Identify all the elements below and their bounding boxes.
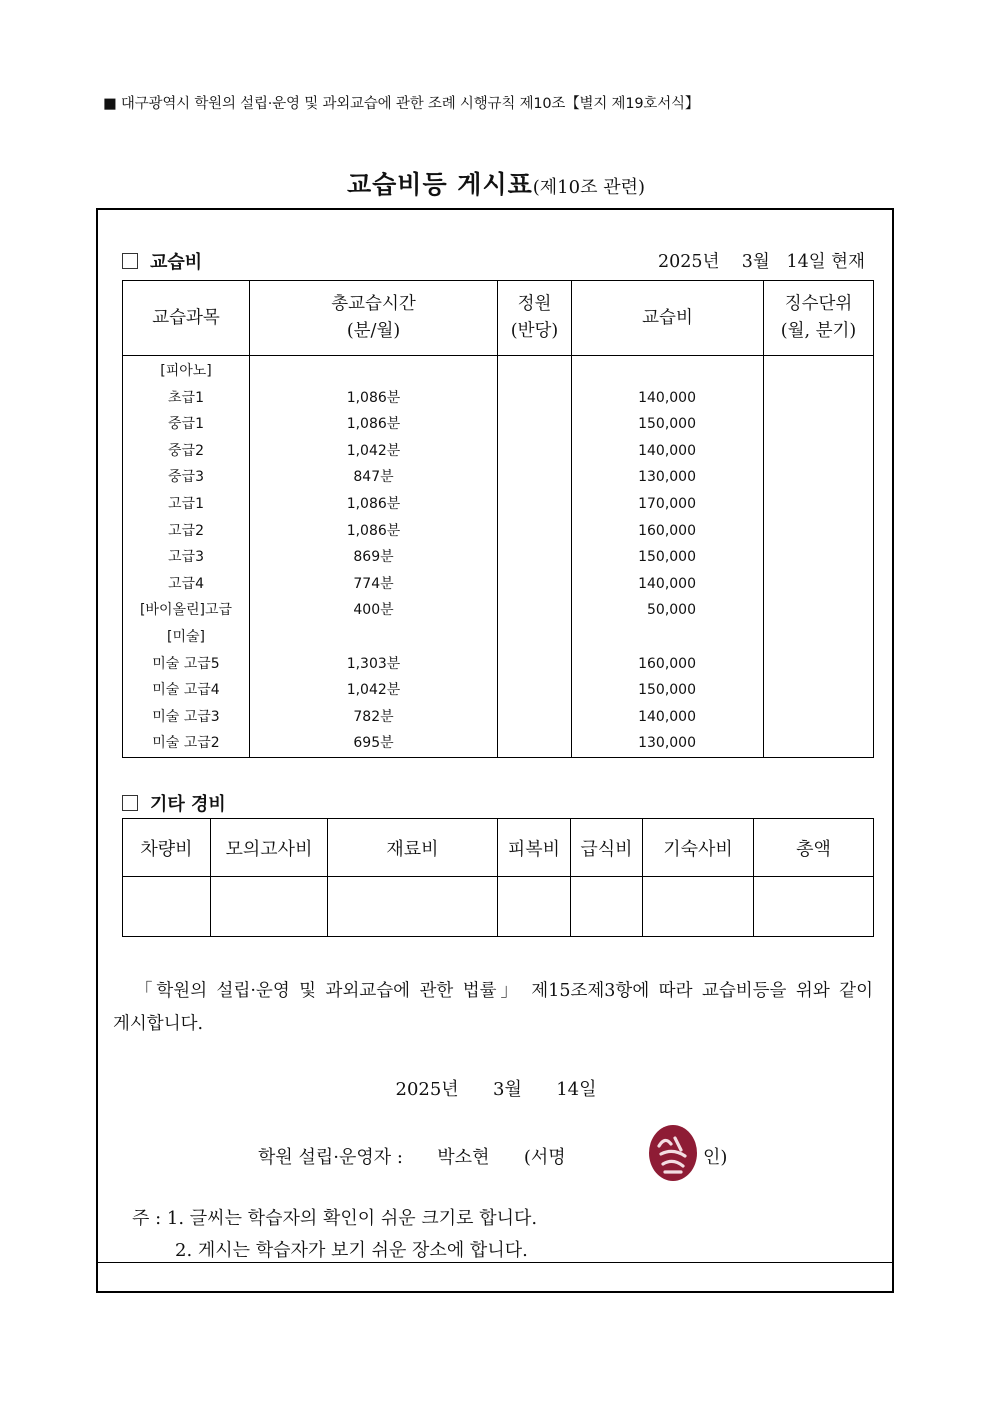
header-collection-unit: 징수단위 (월, 분기) — [764, 281, 874, 356]
header-subject: 교습과목 — [123, 281, 250, 356]
tuition-cell-time — [250, 624, 497, 651]
tuition-cell-subject: 초급1 — [168, 389, 204, 406]
subject-column — [123, 356, 250, 758]
tuition-cell-time: 774분 — [353, 575, 394, 592]
operator-label: 학원 설립·운영자 : — [258, 1147, 403, 1168]
tuition-cell-unit — [764, 358, 873, 385]
tuition-cell-subject: 고급1 — [168, 495, 204, 512]
operator-name: 박소현 — [437, 1147, 490, 1168]
note-item-1: 1. 글씨는 학습자의 확인이 쉬운 크기로 합니다. — [166, 1208, 538, 1229]
tuition-cell-capacity — [498, 571, 571, 598]
tuition-cell-subject: 미술 고급2 — [152, 735, 220, 752]
tuition-cell-capacity — [498, 385, 571, 412]
unit-column — [764, 356, 874, 758]
value-materials — [328, 877, 498, 937]
tuition-cell-subject: 고급4 — [168, 575, 204, 592]
tuition-cell-fee: 150,000 — [638, 549, 696, 566]
tuition-cell-unit — [764, 544, 873, 571]
tuition-cell-subject: [피아노] — [160, 363, 212, 379]
tuition-cell-capacity — [498, 704, 571, 731]
tuition-cell-subject: 미술 고급4 — [152, 682, 220, 699]
tuition-cell-subject: 중급1 — [168, 416, 204, 433]
signature-date: 2025년 3월 14일 — [395, 1079, 597, 1100]
tuition-cell-time: 869분 — [353, 549, 394, 566]
header-dormitory: 기숙사비 — [643, 819, 754, 877]
tuition-cell-time: 1,303분 — [346, 655, 401, 672]
value-uniform — [498, 877, 571, 937]
tuition-cell-unit — [764, 651, 873, 678]
sign-open: (서명 — [523, 1147, 566, 1168]
tuition-cell-unit — [764, 518, 873, 545]
tuition-cell-time — [250, 358, 497, 385]
other-expenses-table — [122, 818, 874, 937]
signature-line — [258, 1143, 566, 1169]
other-expenses-heading — [122, 790, 226, 816]
tuition-cell-fee: 140,000 — [638, 389, 696, 406]
tuition-cell-capacity — [498, 464, 571, 491]
title-sub: (제10조 관련) — [532, 177, 645, 198]
tuition-cell-time: 400분 — [353, 602, 394, 619]
expenses-header-row — [123, 819, 874, 877]
value-meals — [571, 877, 643, 937]
tuition-cell-fee: 160,000 — [638, 655, 696, 672]
tuition-heading-text: 교습비 — [150, 252, 203, 273]
tuition-cell-capacity — [498, 624, 571, 651]
header-meals: 급식비 — [571, 819, 643, 877]
tuition-cell-capacity — [498, 438, 571, 465]
tuition-header-row — [123, 281, 874, 356]
tuition-cell-time: 1,042분 — [346, 682, 401, 699]
tuition-cell-unit — [764, 624, 873, 651]
other-expenses-heading-text: 기타 경비 — [150, 794, 226, 815]
tuition-cell-fee: 130,000 — [638, 469, 696, 486]
page-title — [0, 165, 992, 201]
tuition-cell-unit — [764, 491, 873, 518]
statement-paragraph — [113, 975, 873, 1041]
tuition-cell-capacity — [498, 491, 571, 518]
tuition-cell-fee: 160,000 — [638, 522, 696, 539]
tuition-cell-unit — [764, 704, 873, 731]
tuition-cell-time: 1,042분 — [346, 442, 401, 459]
sign-close: 인) — [703, 1147, 728, 1168]
header-uniform: 피복비 — [498, 819, 571, 877]
header-materials: 재료비 — [328, 819, 498, 877]
tuition-cell-fee: 140,000 — [638, 442, 696, 459]
tuition-cell-time: 695분 — [353, 735, 394, 752]
value-mock-exam — [211, 877, 328, 937]
tuition-cell-subject: 미술 고급3 — [152, 708, 220, 725]
tuition-cell-time: 1,086분 — [346, 495, 401, 512]
tuition-cell-capacity — [498, 518, 571, 545]
tuition-cell-time: 782분 — [353, 708, 394, 725]
tuition-cell-fee: 140,000 — [638, 708, 696, 725]
tuition-section-heading — [122, 248, 202, 274]
tuition-cell-unit — [764, 438, 873, 465]
tuition-cell-subject: 미술 고급5 — [152, 655, 220, 672]
tuition-cell-capacity — [498, 597, 571, 624]
tuition-cell-time: 847분 — [353, 469, 394, 486]
header-total-time: 총교습시간 (분/월) — [250, 281, 498, 356]
note-prefix: 주 : — [132, 1208, 167, 1229]
tuition-cell-unit — [764, 597, 873, 624]
tuition-cell-fee: 170,000 — [638, 495, 696, 512]
expenses-value-row — [123, 877, 874, 937]
header-vehicle: 차량비 — [123, 819, 211, 877]
fee-column — [572, 356, 764, 758]
tuition-cell-subject: [미술] — [167, 628, 205, 645]
tuition-cell-subject: 중급3 — [168, 469, 204, 486]
value-vehicle — [123, 877, 211, 937]
header-fee: 교습비 — [572, 281, 764, 356]
tuition-cell-subject: 고급3 — [168, 549, 204, 566]
tuition-cell-capacity — [498, 730, 571, 757]
value-total — [754, 877, 874, 937]
as-of-date: 2025년 3월 14일 현재 — [658, 252, 865, 272]
note-2 — [175, 1236, 528, 1262]
tuition-cell-time: 1,086분 — [346, 522, 401, 539]
tuition-cell-fee — [572, 358, 763, 385]
capacity-column — [498, 356, 572, 758]
tuition-body-row — [123, 356, 874, 758]
tuition-cell-fee: 50,000 — [647, 602, 696, 619]
title-main: 교습비등 게시표 — [347, 170, 533, 199]
statement-line-1: 「학원의 설립·운영 및 과외교습에 관한 법률」 제15조제3항에 따라 교습비등을 위와 같이 — [135, 981, 873, 1001]
tuition-cell-unit — [764, 464, 873, 491]
tuition-cell-subject: [바이올린]고급 — [139, 602, 233, 619]
seal-stamp-icon — [647, 1124, 699, 1182]
header-mock-exam: 모의고사비 — [211, 819, 328, 877]
note-item-2: 2. 게시는 학습자가 보기 쉬운 장소에 합니다. — [175, 1240, 528, 1261]
tuition-cell-unit — [764, 677, 873, 704]
tuition-cell-fee: 130,000 — [638, 735, 696, 752]
tuition-cell-subject: 고급2 — [168, 522, 204, 539]
tuition-cell-time: 1,086분 — [346, 416, 401, 433]
tuition-cell-unit — [764, 730, 873, 757]
tuition-cell-capacity — [498, 411, 571, 438]
checkbox-square-icon — [122, 253, 138, 269]
tuition-cell-fee: 140,000 — [638, 575, 696, 592]
tuition-cell-fee — [572, 624, 763, 651]
tuition-cell-fee: 150,000 — [638, 682, 696, 699]
tuition-cell-unit — [764, 385, 873, 412]
tuition-cell-capacity — [498, 544, 571, 571]
time-column — [250, 356, 498, 758]
tuition-cell-capacity — [498, 358, 571, 385]
value-dormitory — [643, 877, 754, 937]
header-total: 총액 — [754, 819, 874, 877]
note-1 — [132, 1204, 537, 1230]
tuition-cell-unit — [764, 411, 873, 438]
tuition-cell-capacity — [498, 651, 571, 678]
tuition-table — [122, 280, 874, 758]
frame-divider — [96, 1262, 893, 1263]
tuition-cell-time: 1,086분 — [346, 389, 401, 406]
tuition-cell-unit — [764, 571, 873, 598]
tuition-cell-subject: 중급2 — [168, 442, 204, 459]
tuition-cell-fee: 150,000 — [638, 416, 696, 433]
header-capacity: 정원 (반당) — [498, 281, 572, 356]
regulation-reference: ■ 대구광역시 학원의 설립·운영 및 과외교습에 관한 조례 시행규칙 제10조【별지 제19호서식】 — [103, 96, 700, 112]
tuition-cell-capacity — [498, 677, 571, 704]
statement-line-2: 게시합니다. — [113, 1014, 204, 1034]
checkbox-square-icon — [122, 795, 138, 811]
